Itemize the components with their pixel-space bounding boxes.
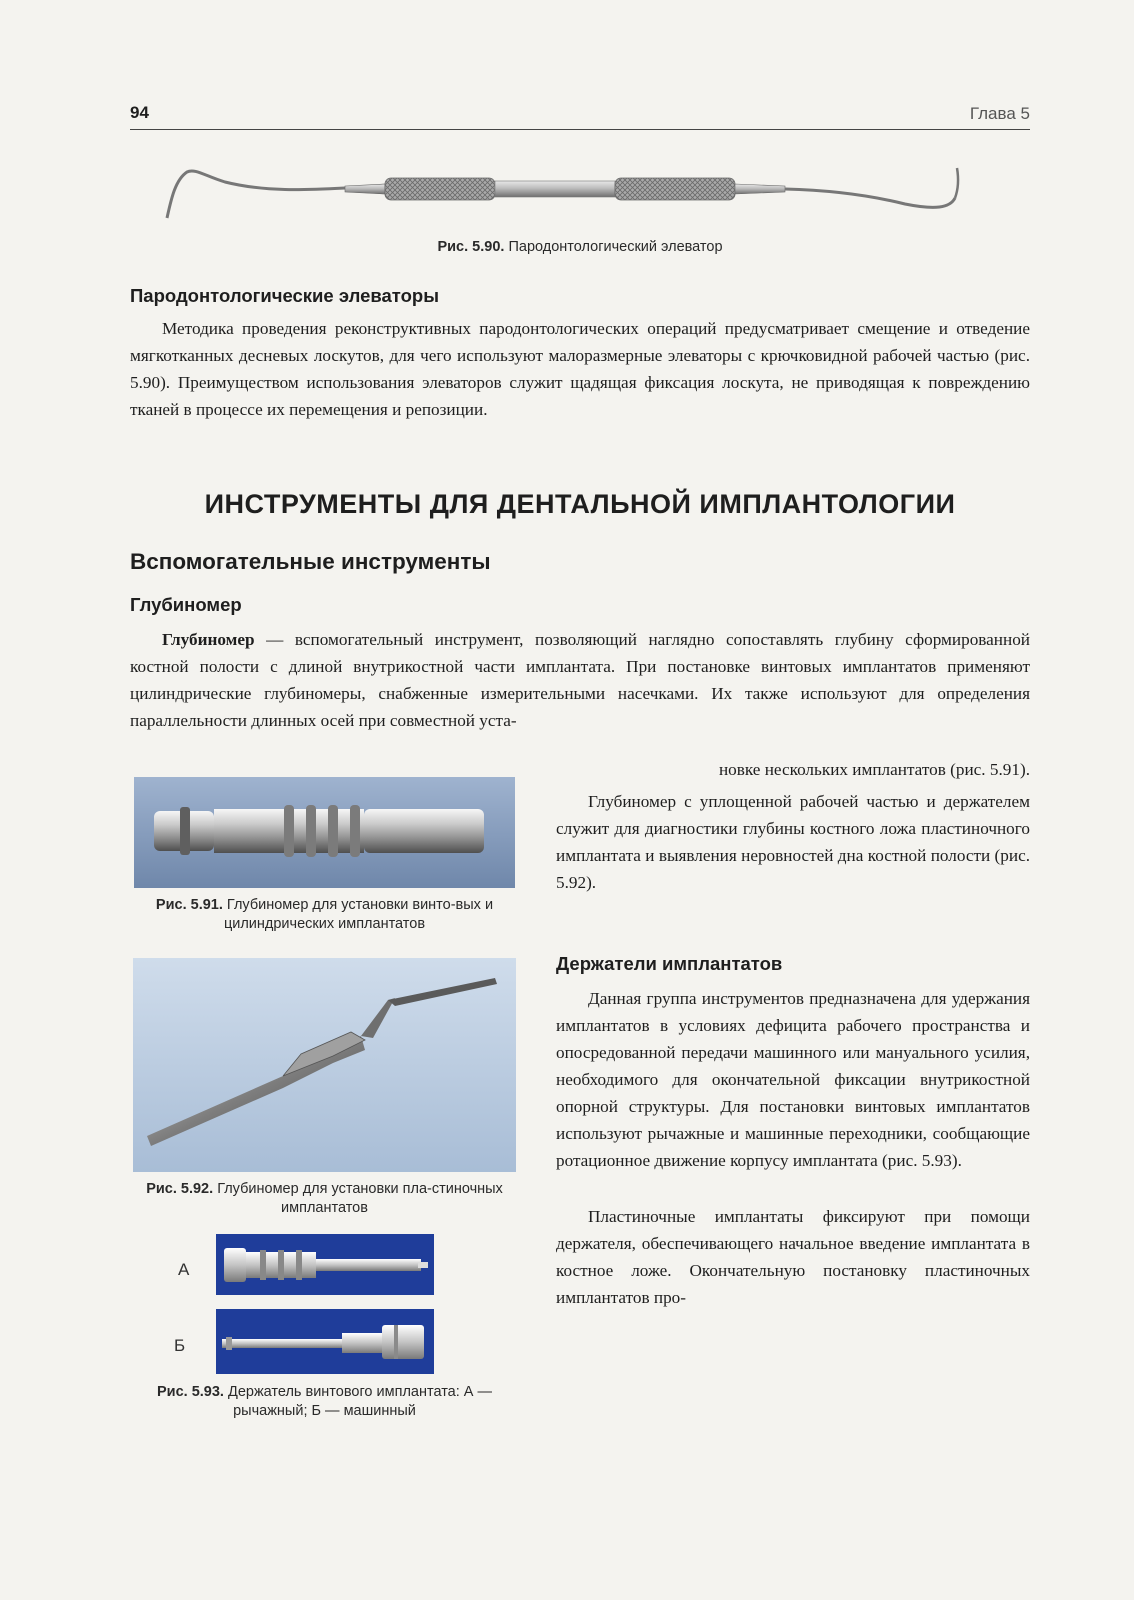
header-rule xyxy=(130,129,1030,130)
depth-gauge-cylindrical-photo xyxy=(134,777,515,888)
caption-label: Рис. 5.92. xyxy=(146,1181,214,1197)
chapter-title: ИНСТРУМЕНТЫ ДЛЯ ДЕНТАЛЬНОЙ ИМПЛАНТОЛОГИИ xyxy=(204,489,956,519)
figure-caption-5-90 xyxy=(130,238,1030,257)
panel-label-a: А xyxy=(178,1260,190,1279)
section-title: Вспомогательные инструменты xyxy=(130,549,491,574)
machine-holder-photo xyxy=(216,1309,434,1374)
caption-text: Глубиномер для установки пла-стиночных имплантатов xyxy=(217,1181,503,1216)
paragraph-flat-gauge: Глубиномер с уплощенной рабочей частью и держателем служит для диагностики глубины костного ложа пластиночного имплантата и выявления неровностей дна костной полости (рис. 5.92). xyxy=(556,792,1030,892)
figure-caption-5-91 xyxy=(134,896,515,934)
paragraph-elevators: Методика проведения реконструктивных пародонтологических операций предусматривает смещение и отведение мягкотканных десневых лоскутов, для чего используют малоразмерные элеваторы с крючковидной рабочей частью (рис. 5.90). Преимуществом использования элеваторов служит щадящая фиксация лоскута, не приводящая к повреждению тканей в процессе их перемещения и репозиции. xyxy=(130,319,1030,419)
term-depth-gauge: Глубиномер xyxy=(162,630,255,649)
caption-text: Пародонтологический элеватор xyxy=(508,239,723,255)
depth-gauge-plate-photo xyxy=(133,958,516,1172)
subsection-heading-depth-gauge: Глубиномер xyxy=(130,594,242,615)
panel-label-b: Б xyxy=(174,1336,186,1355)
caption-label: Рис. 5.90. xyxy=(437,239,505,255)
elevator-illustration xyxy=(165,160,990,225)
lever-holder-photo xyxy=(216,1234,434,1295)
figure-caption-5-93 xyxy=(133,1383,516,1421)
running-head: Глава 5 xyxy=(969,104,1030,123)
page-number: 94 xyxy=(130,103,149,122)
caption-label: Рис. 5.93. xyxy=(157,1384,224,1400)
paragraph-depth-gauge-end: новке нескольких имплантатов (рис. 5.91). xyxy=(718,760,1030,779)
paragraph-depth-gauge xyxy=(130,626,1030,734)
paragraph-implant-holders: Данная группа инструментов предназначена для удержания имплантатов в условиях дефицита рабочего пространства и опосредованной передачи машинного или мануального усилия, необходимого для окончательной фиксации внутрикостной опорной структуры. Для постановки винтовых имплантатов используют рычажные и машинные переходники, сообщающие ротационное движение корпусу имплантата (рис. 5.93). xyxy=(556,989,1030,1170)
section-heading-elevators: Пародонтологические элеваторы xyxy=(130,285,440,306)
caption-text: Глубиномер для установки винто-вых и цилиндрических имплантатов xyxy=(223,897,494,932)
paragraph-plate-implants: Пластиночные имплантаты фиксируют при помощи держателя, обеспечивающего начальное введение имплантата в костное ложе. Окончательную постановку пластиночных имплантатов про- xyxy=(556,1207,1030,1307)
caption-text: Держатель винтового имплантата: А — рычажный; Б — машинный xyxy=(228,1384,492,1419)
subsection-heading-implant-holders: Держатели имплантатов xyxy=(556,953,783,974)
paragraph-depth-gauge-text: — вспомогательный инструмент, позволяющий наглядно сопоставлять глубину сформированной костной полости с длиной внутрикостной части имплантата. При постановке винтовых имплантатов применяют цилиндрические глубиномеры, снабженные измерительными насечками. Их также используют для определения параллельности длинных осей при совместной уста- xyxy=(130,630,1030,730)
figure-caption-5-92 xyxy=(133,1180,516,1218)
caption-label: Рис. 5.91. xyxy=(155,897,223,913)
